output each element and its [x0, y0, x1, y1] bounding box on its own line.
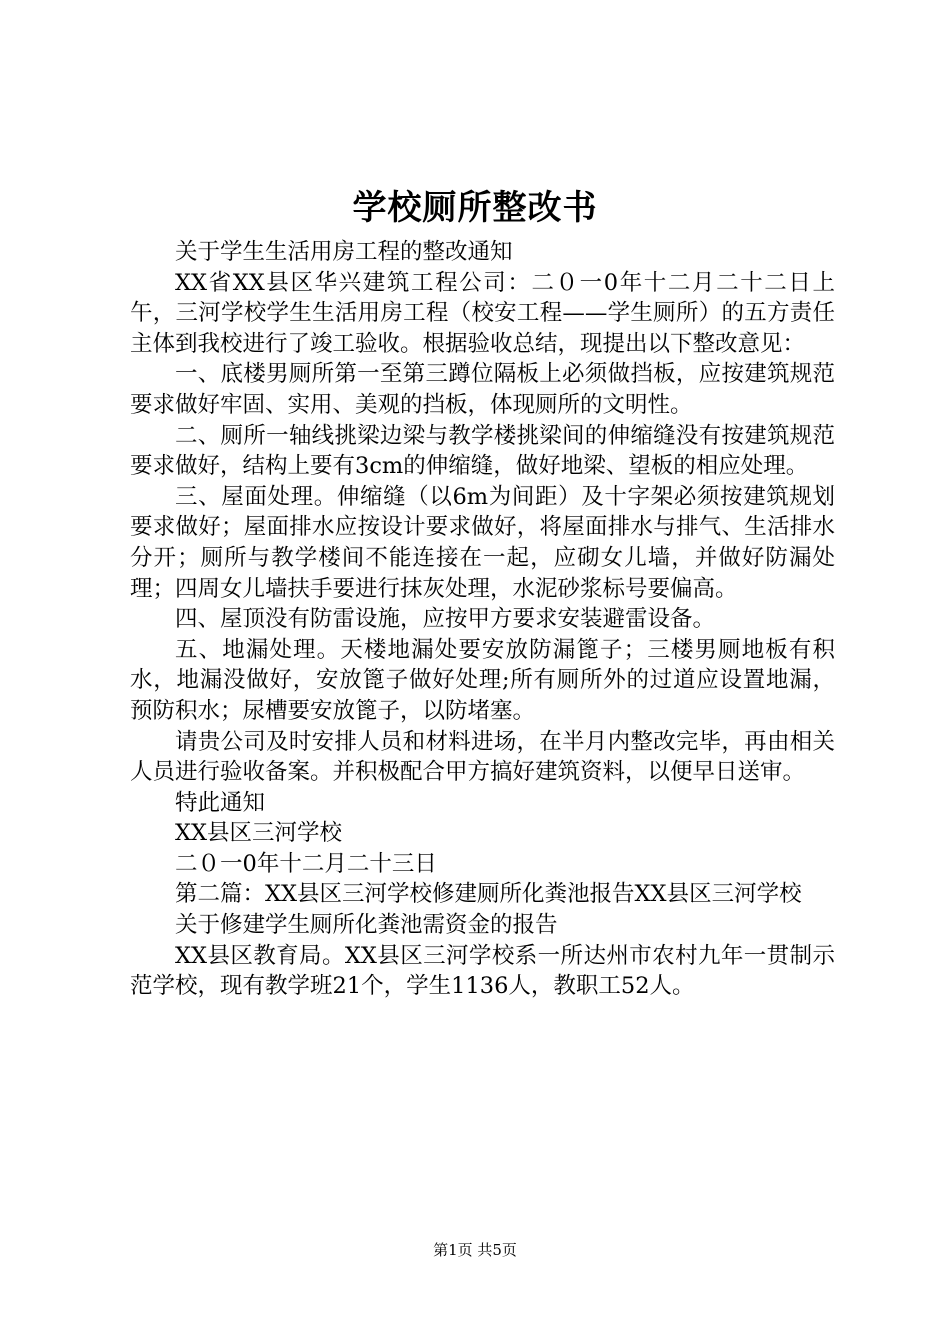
paragraph-report-heading: 关于修建学生厕所化粪池需资金的报告: [175, 912, 558, 939]
paragraph-item-3: 三、屋面处理。伸缩缝（以6m为间距）及十字架必须按建筑规划要求做好；屋面排水应按设计要求做好，将屋面排水与排气、生活排水分开；厕所与教学楼间不能连接在一起，应砌女儿墙，并做好防漏处理；四周女儿墙扶手要进行抹灰处理，水泥砂浆标号要偏高。: [130, 483, 835, 602]
paragraph-date: 二０一0年十二月二十三日: [175, 850, 437, 877]
document-body: [130, 237, 835, 1002]
paragraph-item-5: 五、地漏处理。天楼地漏处要安放防漏篦子；三楼男厕地板有积水，地漏没做好，安放篦子做好处理;所有厕所外的过道应设置地漏，预防积水；尿槽要安放篦子，以防堵塞。: [130, 636, 835, 724]
page-number-footer: 第1页 共5页: [433, 1241, 517, 1259]
paragraph-item-4: 四、屋顶没有防雷设施，应按甲方要求安装避雷设备。: [175, 606, 716, 633]
paragraph-addressee: XX省XX县区华兴建筑工程公司：二０一0年十二月二十二日上午，三河学校学生生活用房工程（校安工程——学生厕所）的五方责任主体到我校进行了竣工验收。根据验收总结，现提出以下整改意见：: [130, 269, 835, 357]
paragraph-item-1: 一、底楼男厕所第一至第三蹲位隔板上必须做挡板，应按建筑规范要求做好牢固、实用、美观的挡板，体现厕所的文明性。: [130, 361, 835, 418]
paragraph-item-2: 二、厕所一轴线挑梁边梁与教学楼挑梁间的伸缩缝没有按建筑规范要求做好，结构上要有3cm的伸缩缝，做好地梁、望板的相应处理。: [130, 422, 835, 480]
paragraph-signature: XX县区三河学校: [175, 820, 343, 847]
document-title: 学校厕所整改书: [352, 188, 598, 228]
notice-heading: 关于学生生活用房工程的整改通知: [175, 239, 513, 265]
paragraph-request: 请贵公司及时安排人员和材料进场，在半月内整改完毕，再由相关人员进行验收备案。并积极配合甲方搞好建筑资料，以便早日送审。: [130, 728, 835, 786]
paragraph-closing: 特此通知: [175, 789, 266, 816]
paragraph-report-body: XX县区教育局。XX县区三河学校系一所达州市农村九年一贯制示范学校，现有教学班21个，学生1136人，教职工52人。: [130, 942, 835, 1000]
paragraph-second-title: 第二篇：XX县区三河学校修建厕所化粪池报告XX县区三河学校: [175, 881, 802, 908]
